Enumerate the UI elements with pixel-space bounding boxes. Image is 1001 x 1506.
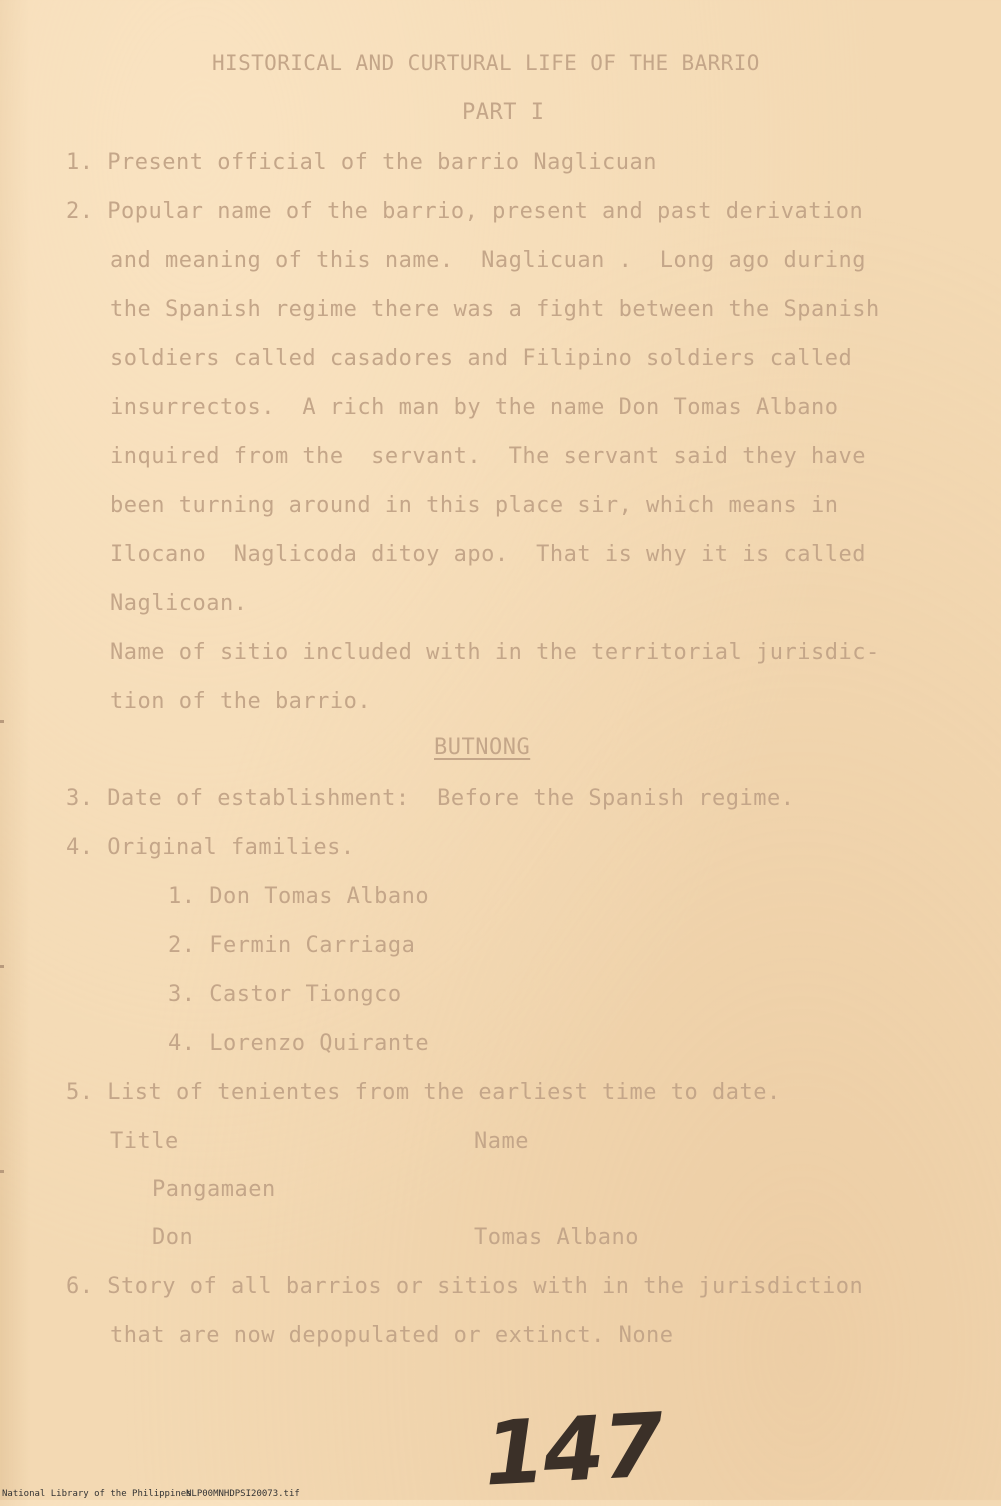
body-line: Naglicoan.: [110, 591, 248, 616]
sitio-heading: BUTNONG: [434, 735, 531, 760]
handwritten-page-number: 147: [481, 1393, 665, 1506]
body-line: Ilocano Naglicoda ditoy apo. That is why it is called: [110, 542, 866, 567]
body-line: that are now depopulated or extinct. None: [110, 1323, 674, 1348]
table-cell-title: Pangamaen: [152, 1177, 276, 1202]
item-5-line: 5. List of tenientes from the earliest time to date.: [66, 1080, 781, 1105]
family-item: 2. Fermin Carriaga: [168, 933, 416, 958]
body-line: been turning around in this place sir, which means in: [110, 493, 839, 518]
item-3-line: 3. Date of establishment: Before the Spanish regime.: [66, 786, 795, 811]
table-header-name: Name: [474, 1129, 529, 1154]
part-heading: PART I: [462, 100, 545, 125]
edge-mark: [0, 720, 4, 723]
footer-library-name: National Library of the Philippines: [2, 1489, 192, 1499]
document-title: HISTORICAL AND CURTURAL LIFE OF THE BARRIO: [212, 51, 760, 75]
item-6-line: 6. Story of all barrios or sitios with in the jurisdiction: [66, 1274, 864, 1299]
body-line: and meaning of this name. Naglicuan . Long ago during: [110, 248, 866, 273]
body-line: Name of sitio included with in the territorial jurisdic-: [110, 640, 880, 665]
body-line: soldiers called casadores and Filipino soldiers called: [110, 346, 853, 371]
body-line: insurrectos. A rich man by the name Don Tomas Albano: [110, 395, 839, 420]
table-cell-title: Don: [152, 1225, 194, 1250]
body-line: tion of the barrio.: [110, 689, 372, 714]
item-4-line: 4. Original families.: [66, 835, 355, 860]
edge-mark: [0, 965, 4, 968]
body-line: inquired from the servant. The servant said they have: [110, 444, 866, 469]
table-header-title: Title: [110, 1129, 179, 1154]
table-cell-name: Tomas Albano: [474, 1225, 639, 1250]
item-2-line: 2. Popular name of the barrio, present and past derivation: [66, 199, 864, 224]
body-line: the Spanish regime there was a fight between the Spanish: [110, 297, 880, 322]
item-1-line: 1. Present official of the barrio Naglicuan: [66, 150, 658, 175]
family-item: 3. Castor Tiongco: [168, 982, 402, 1007]
footer-file-name: NLP00MNHDPSI20073.tif: [186, 1489, 300, 1499]
edge-mark: [0, 1170, 4, 1173]
family-item: 1. Don Tomas Albano: [168, 884, 430, 909]
family-item: 4. Lorenzo Quirante: [168, 1031, 430, 1056]
